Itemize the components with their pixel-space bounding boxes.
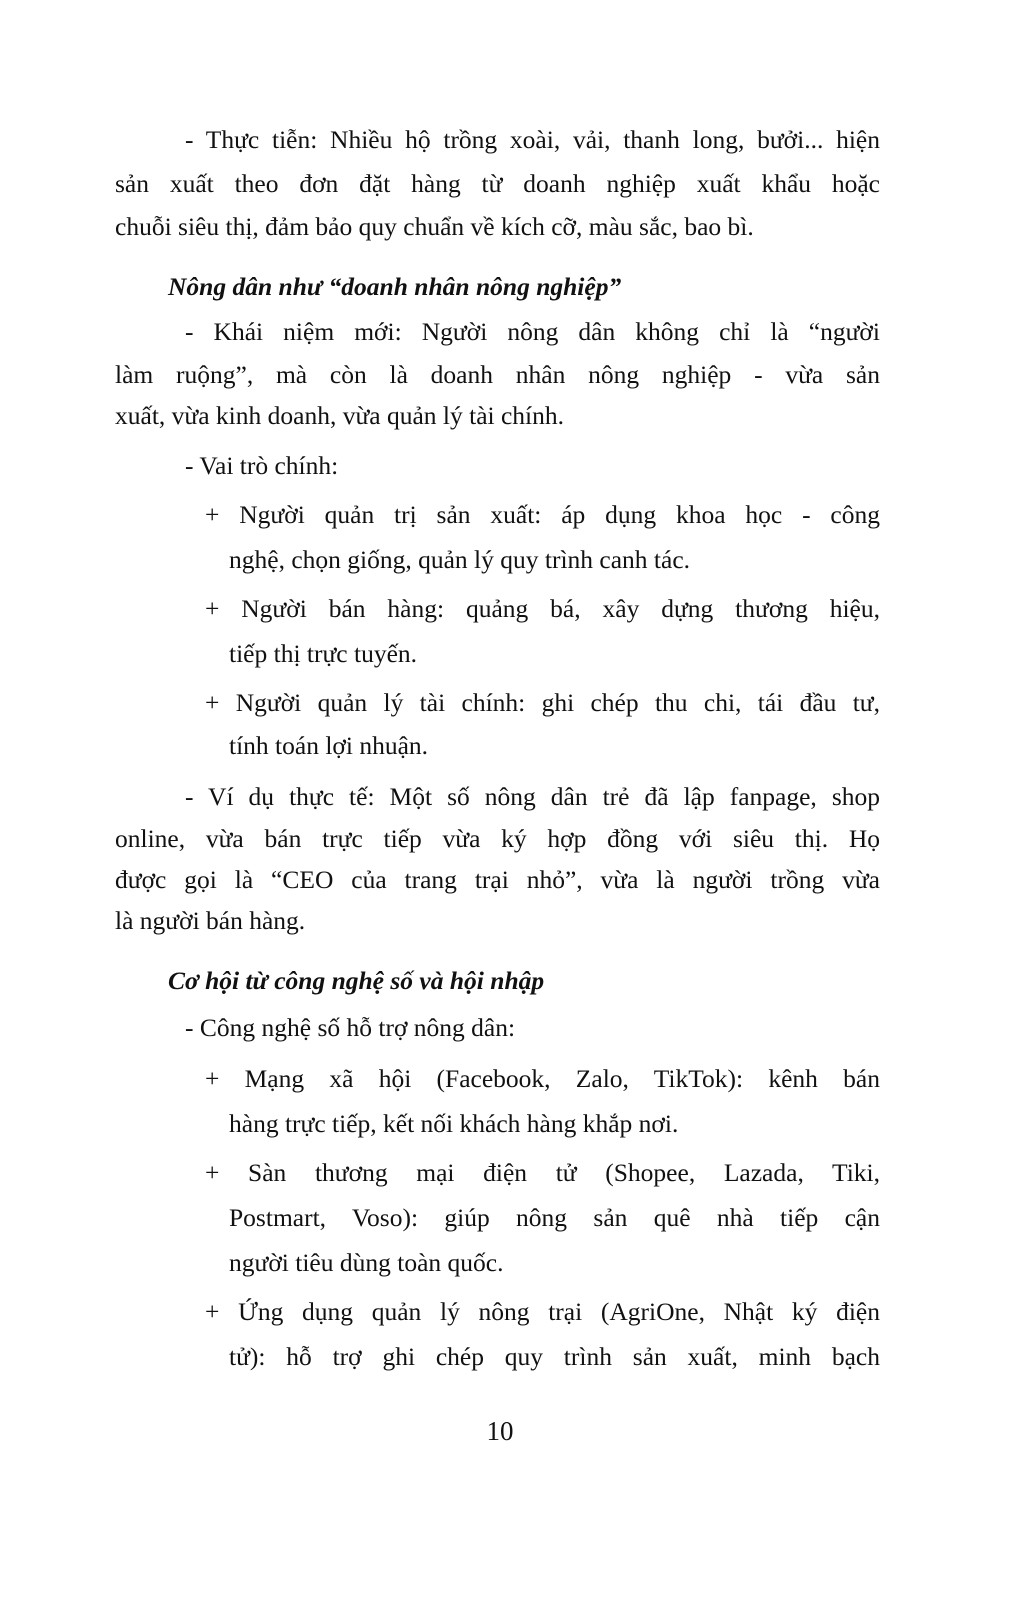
list-item: + Người bán hàng: quảng bá, xây dựng thương hiệu, bbox=[205, 594, 880, 623]
list-item: + Mạng xã hội (Facebook, Zalo, TikTok): kênh bán bbox=[205, 1064, 880, 1093]
paragraph-line: xuất, vừa kinh doanh, vừa quản lý tài chính. bbox=[115, 401, 565, 430]
list-item: + Người quản trị sản xuất: áp dụng khoa học - công bbox=[205, 500, 880, 529]
paragraph-line: chuỗi siêu thị, đảm bảo quy chuẩn về kích cỡ, màu sắc, bao bì. bbox=[115, 212, 754, 241]
list-item-continuation: người tiêu dùng toàn quốc. bbox=[229, 1248, 504, 1277]
paragraph-line: - Vai trò chính: bbox=[185, 451, 339, 480]
paragraph-line: - Ví dụ thực tế: Một số nông dân trẻ đã lập fanpage, shop bbox=[185, 782, 880, 811]
list-item: + Sàn thương mại điện tử (Shopee, Lazada, Tiki, bbox=[205, 1158, 880, 1187]
paragraph-line: được gọi là “CEO của trang trại nhỏ”, vừa là người trồng vừa bbox=[115, 865, 880, 894]
list-item: + Người quản lý tài chính: ghi chép thu chi, tái đầu tư, bbox=[205, 688, 880, 717]
list-item-continuation: tiếp thị trực tuyến. bbox=[229, 639, 418, 668]
list-item-continuation: tính toán lợi nhuận. bbox=[229, 731, 429, 760]
paragraph-line: - Công nghệ số hỗ trợ nông dân: bbox=[185, 1013, 516, 1042]
section-heading: Nông dân như “doanh nhân nông nghiệp” bbox=[168, 272, 622, 301]
paragraph-line: là người bán hàng. bbox=[115, 906, 306, 935]
paragraph-line: làm ruộng”, mà còn là doanh nhân nông nghiệp - vừa sản bbox=[115, 360, 880, 389]
paragraph-line: online, vừa bán trực tiếp vừa ký hợp đồng với siêu thị. Họ bbox=[115, 824, 880, 853]
list-item-continuation: tử): hỗ trợ ghi chép quy trình sản xuất, minh bạch bbox=[229, 1342, 880, 1371]
paragraph-line: sản xuất theo đơn đặt hàng từ doanh nghiệp xuất khẩu hoặc bbox=[115, 169, 880, 198]
list-item-continuation: hàng trực tiếp, kết nối khách hàng khắp nơi. bbox=[229, 1109, 679, 1138]
list-item: + Ứng dụng quản lý nông trại (AgriOne, Nhật ký điện bbox=[205, 1297, 880, 1326]
paragraph-line: - Khái niệm mới: Người nông dân không chỉ là “người bbox=[185, 317, 880, 346]
section-heading: Cơ hội từ công nghệ số và hội nhập bbox=[168, 966, 545, 995]
list-item-continuation: Postmart, Voso): giúp nông sản quê nhà tiếp cận bbox=[229, 1203, 880, 1232]
paragraph-line: - Thực tiễn: Nhiều hộ trồng xoài, vải, thanh long, bưởi... hiện bbox=[185, 125, 880, 154]
page-number: 10 bbox=[486, 1416, 514, 1446]
list-item-continuation: nghệ, chọn giống, quản lý quy trình canh tác. bbox=[229, 545, 691, 574]
